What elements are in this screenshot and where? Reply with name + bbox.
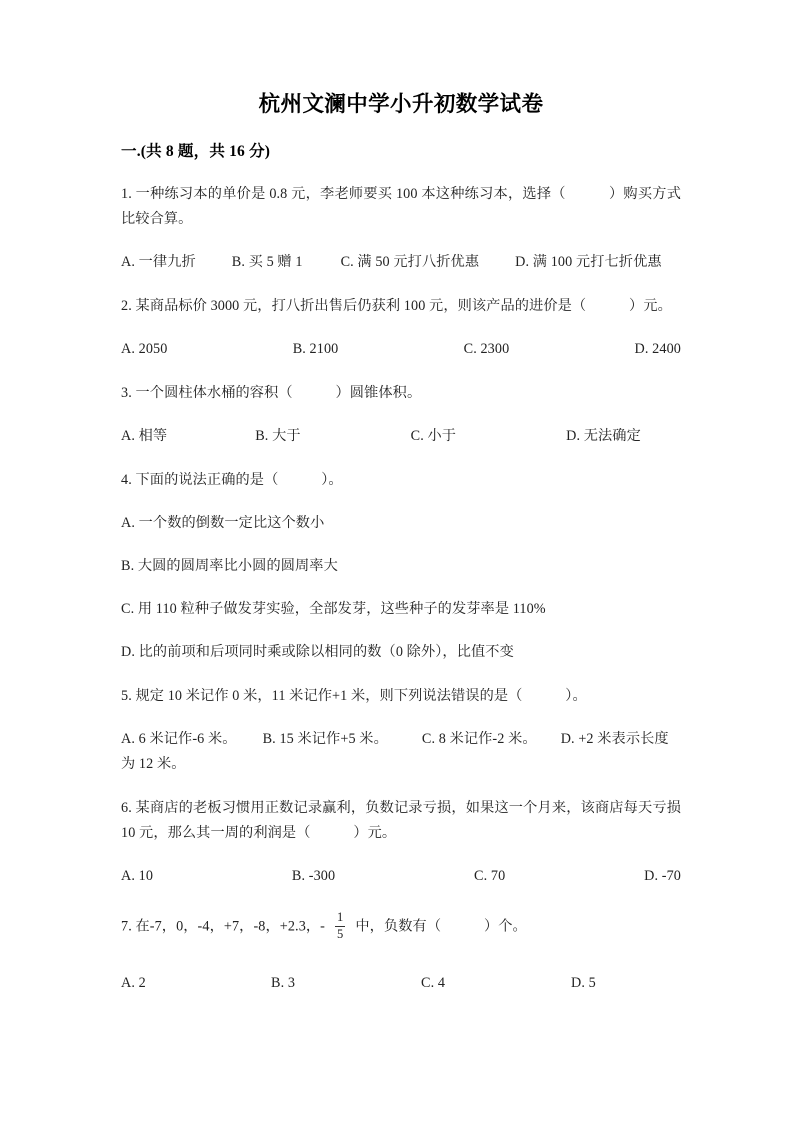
question-6-option-a[interactable]: A. 10: [121, 868, 154, 884]
question-4-option-d[interactable]: D. 比的前项和后项同时乘或除以相同的数（0 除外），比值不变: [121, 644, 514, 660]
question-7: [121, 912, 681, 996]
question-4-option-a[interactable]: A. 一个数的倒数一定比这个数小: [121, 515, 325, 531]
page-content: [121, 88, 681, 996]
question-7-stem-before-fraction: 7. 在-7，0，-4，+7，-8，+2.3，-: [121, 918, 326, 935]
page-title: 杭州文澜中学小升初数学试卷: [258, 92, 544, 116]
question-4-stem: 4. 下面的说法正确的是（ ）。: [121, 472, 343, 488]
question-7-stem-after-fraction: 中，负数有（ ）个。: [355, 918, 527, 935]
question-5-option-b[interactable]: B. 15 米记作+5 米。: [262, 731, 388, 747]
question-7-option-a[interactable]: A. 2: [121, 975, 146, 991]
question-1-option-b[interactable]: B. 买 5 赠 1: [231, 254, 303, 270]
fraction-one-fifth: [334, 911, 346, 941]
question-1-option-d[interactable]: D. 满 100 元打七折优惠: [515, 254, 662, 270]
question-4: [121, 468, 681, 665]
question-7-stem: [121, 912, 681, 942]
question-3: [121, 381, 681, 449]
question-6-stem: 6. 某商店的老板习惯用正数记录赢利，负数记录亏损，如果这一个月来，该商店每天亏损 10 元，那么其一周的利润是（ ）元。: [121, 800, 681, 841]
question-2-stem: 2. 某商品标价 3000 元，打八折出售后仍获利 100 元，则该产品的进价是（ ）元。: [121, 298, 672, 314]
question-5-options: [121, 727, 681, 777]
question-1-options: [121, 250, 681, 275]
question-1-stem: 1. 一种练习本的单价是 0.8 元，李老师要买 100 本这种练习本，选择（ ）购买方式比较合算。: [121, 186, 681, 227]
question-4-options: [121, 511, 681, 665]
question-5-stem: 5. 规定 10 米记作 0 米，11 米记作+1 米，则下列说法错误的是（ ）。: [121, 688, 587, 704]
question-1-option-a[interactable]: A. 一律九折: [121, 254, 196, 270]
question-4-option-c[interactable]: C. 用 110 粒种子做发芽实验，全部发芽，这些种子的发芽率是 110%: [121, 601, 546, 617]
question-6-option-b[interactable]: B. -300: [291, 868, 336, 884]
question-7-option-d[interactable]: D. 5: [571, 975, 596, 991]
question-1-option-c[interactable]: C. 满 50 元打八折优惠: [340, 254, 480, 270]
question-4-option-b[interactable]: B. 大圆的圆周率比小圆的圆周率大: [121, 558, 338, 574]
question-3-options: [121, 424, 681, 449]
question-6-option-d[interactable]: D. -70: [644, 868, 681, 884]
question-3-option-b[interactable]: B. 大于: [255, 428, 301, 444]
question-5-option-d[interactable]: D. +2 米表示长度为 12 米。: [121, 731, 669, 772]
question-7-option-c[interactable]: C. 4: [421, 975, 446, 991]
question-5-option-a[interactable]: A. 6 米记作-6 米。: [121, 731, 237, 747]
section-heading: 一.(共 8 题，共 16 分): [121, 143, 271, 160]
question-5: [121, 684, 681, 777]
question-3-option-a[interactable]: A. 相等: [121, 428, 168, 444]
fraction-numerator: 1: [337, 910, 344, 924]
question-2: [121, 294, 681, 362]
question-7-option-b[interactable]: B. 3: [271, 975, 296, 991]
question-2-option-c[interactable]: C. 2300: [463, 341, 510, 357]
question-2-option-a[interactable]: A. 2050: [121, 341, 168, 357]
question-1: [121, 182, 681, 275]
question-2-options: [121, 337, 681, 362]
question-3-stem: 3. 一个圆柱体水桶的容积（ ）圆锥体积。: [121, 385, 422, 401]
question-6: [121, 796, 681, 889]
question-3-option-c[interactable]: C. 小于: [410, 428, 457, 444]
fraction-denominator: 5: [337, 926, 344, 941]
question-6-options: [121, 864, 681, 889]
question-7-options: [121, 971, 681, 996]
question-2-option-d[interactable]: D. 2400: [634, 341, 681, 357]
question-5-option-c[interactable]: C. 8 米记作-2 米。: [421, 731, 537, 747]
question-2-option-b[interactable]: B. 2100: [292, 341, 339, 357]
question-6-option-c[interactable]: C. 70: [474, 868, 506, 884]
question-3-option-d[interactable]: D. 无法确定: [566, 428, 641, 444]
